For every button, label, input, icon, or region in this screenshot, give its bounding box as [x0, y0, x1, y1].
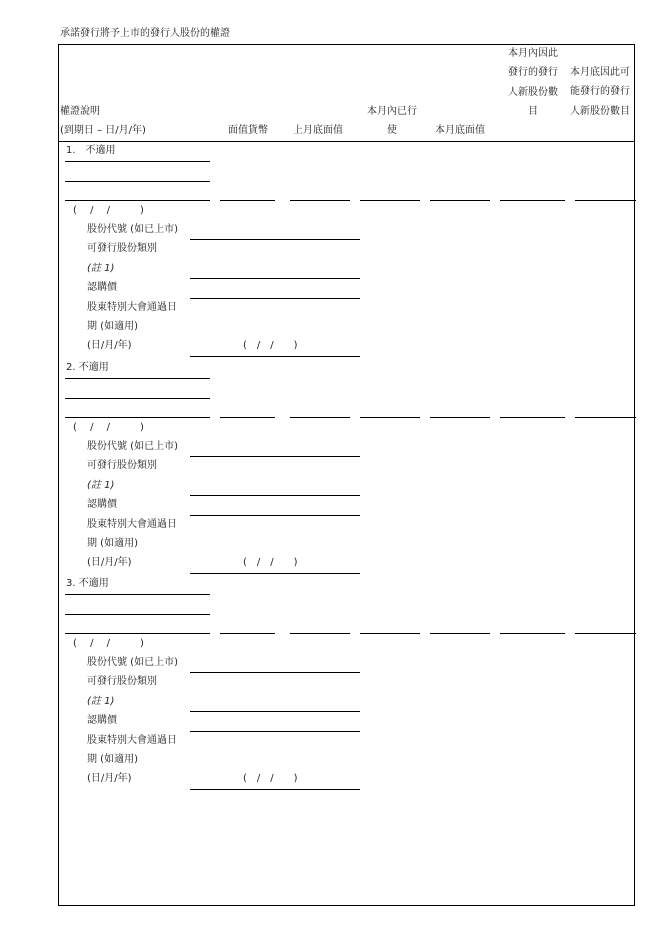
header-possible-line: 能發行的發行 — [570, 86, 630, 98]
stock-code-label: 股份代號 (如已上市) — [87, 224, 178, 235]
egm-date-label-3: (日/月/年) — [87, 340, 132, 351]
egm-date-label-2: 期 (如適用) — [87, 321, 138, 332]
warrant-label: 1. 不適用 — [66, 145, 116, 156]
value-field-line[interactable] — [290, 417, 350, 418]
stock-code-field[interactable] — [190, 239, 360, 240]
subscription-price-label: 認購價 — [87, 282, 117, 293]
value-field-line[interactable] — [220, 633, 275, 634]
value-field-line[interactable] — [290, 200, 350, 201]
description-line[interactable] — [65, 417, 210, 418]
warrant-label: 2. 不適用 — [66, 361, 109, 373]
value-field-line[interactable] — [360, 417, 420, 418]
warrants-table — [58, 44, 635, 906]
egm-date-label-2: 期 (如適用) — [87, 754, 138, 765]
stock-code-label: 股份代號 (如已上市) — [87, 657, 178, 668]
share-class-label: 可發行股份類別 — [87, 459, 157, 471]
value-field-line[interactable] — [220, 417, 275, 418]
header-current-month: 本月底面值 — [435, 125, 485, 136]
value-field-line[interactable] — [575, 417, 636, 418]
egm-date-label-2: 期 (如適用) — [87, 537, 138, 549]
expiry-date: ( / / ) — [73, 638, 144, 649]
header-possible-line: 人新股份數目 — [570, 105, 630, 117]
stock-code-label: 股份代號 (如已上市) — [87, 440, 178, 452]
note-ref: (註 1) — [87, 696, 115, 707]
expiry-date: ( / / ) — [73, 421, 144, 433]
value-field-line[interactable] — [500, 417, 565, 418]
stock-code-field[interactable] — [190, 456, 360, 457]
description-line[interactable] — [65, 398, 210, 399]
egm-date-label: 股東特別大會通過日 — [87, 302, 177, 313]
subscription-price-field[interactable] — [190, 298, 360, 299]
egm-date-field[interactable] — [190, 356, 360, 357]
value-field-line[interactable] — [360, 633, 420, 634]
value-field-line[interactable] — [220, 200, 275, 201]
header-issued-line: 目 — [528, 105, 538, 117]
header-issued-line: 發行的發行 — [508, 67, 558, 79]
share-class-field[interactable] — [190, 711, 360, 712]
form-title: 承諾發行將予上市的發行人股份的權證 — [60, 28, 230, 39]
subscription-price-label: 認購價 — [87, 715, 117, 726]
description-line[interactable] — [65, 161, 210, 162]
value-field-line[interactable] — [360, 200, 420, 201]
header-issued-line: 本月內因此 — [508, 48, 558, 59]
stock-code-field[interactable] — [190, 672, 360, 673]
egm-date-field[interactable] — [190, 789, 360, 790]
description-line[interactable] — [65, 614, 210, 615]
value-field-line[interactable] — [430, 633, 490, 634]
share-class-field[interactable] — [190, 495, 360, 496]
header-expiry: (到期日 – 日/月/年) — [60, 125, 146, 136]
header-issued-line: 人新股份數 — [508, 86, 558, 98]
share-class-label: 可發行股份類別 — [87, 243, 157, 254]
note-ref: (註 1) — [87, 479, 115, 491]
header-divider — [58, 141, 635, 142]
value-field-line[interactable] — [430, 417, 490, 418]
egm-date-label: 股東特別大會通過日 — [87, 518, 177, 530]
expiry-date: ( / / ) — [73, 205, 144, 216]
egm-date-value: ( / / ) — [243, 773, 298, 784]
subscription-price-field[interactable] — [190, 515, 360, 516]
subscription-price-field[interactable] — [190, 731, 360, 732]
description-line[interactable] — [65, 181, 210, 182]
warrant-label: 3. 不適用 — [66, 578, 109, 589]
share-class-field[interactable] — [190, 278, 360, 279]
value-field-line[interactable] — [575, 633, 636, 634]
share-class-label: 可發行股份類別 — [87, 676, 157, 687]
value-field-line[interactable] — [500, 200, 565, 201]
header-prev-month: 上月底面值 — [293, 125, 343, 136]
subscription-price-label: 認購價 — [87, 498, 117, 510]
value-field-line[interactable] — [290, 633, 350, 634]
value-field-line[interactable] — [575, 200, 636, 201]
header-exercised-2: 使 — [387, 125, 397, 136]
value-field-line[interactable] — [430, 200, 490, 201]
header-possible-line: 本月底因此可 — [570, 67, 630, 78]
description-line[interactable] — [65, 200, 210, 201]
description-line[interactable] — [65, 378, 210, 379]
description-line[interactable] — [65, 594, 210, 595]
header-description: 權證說明 — [60, 106, 100, 117]
note-ref: (註 1) — [87, 263, 115, 274]
description-line[interactable] — [65, 633, 210, 634]
egm-date-label: 股東特別大會通過日 — [87, 735, 177, 746]
egm-date-field[interactable] — [190, 573, 360, 574]
value-field-line[interactable] — [500, 633, 565, 634]
egm-date-value: ( / / ) — [243, 340, 298, 351]
egm-date-label-3: (日/月/年) — [87, 773, 132, 784]
header-exercised: 本月內已行 — [367, 106, 417, 117]
egm-date-value: ( / / ) — [243, 556, 298, 568]
header-currency: 面值貨幣 — [228, 125, 268, 136]
egm-date-label-3: (日/月/年) — [87, 556, 132, 568]
